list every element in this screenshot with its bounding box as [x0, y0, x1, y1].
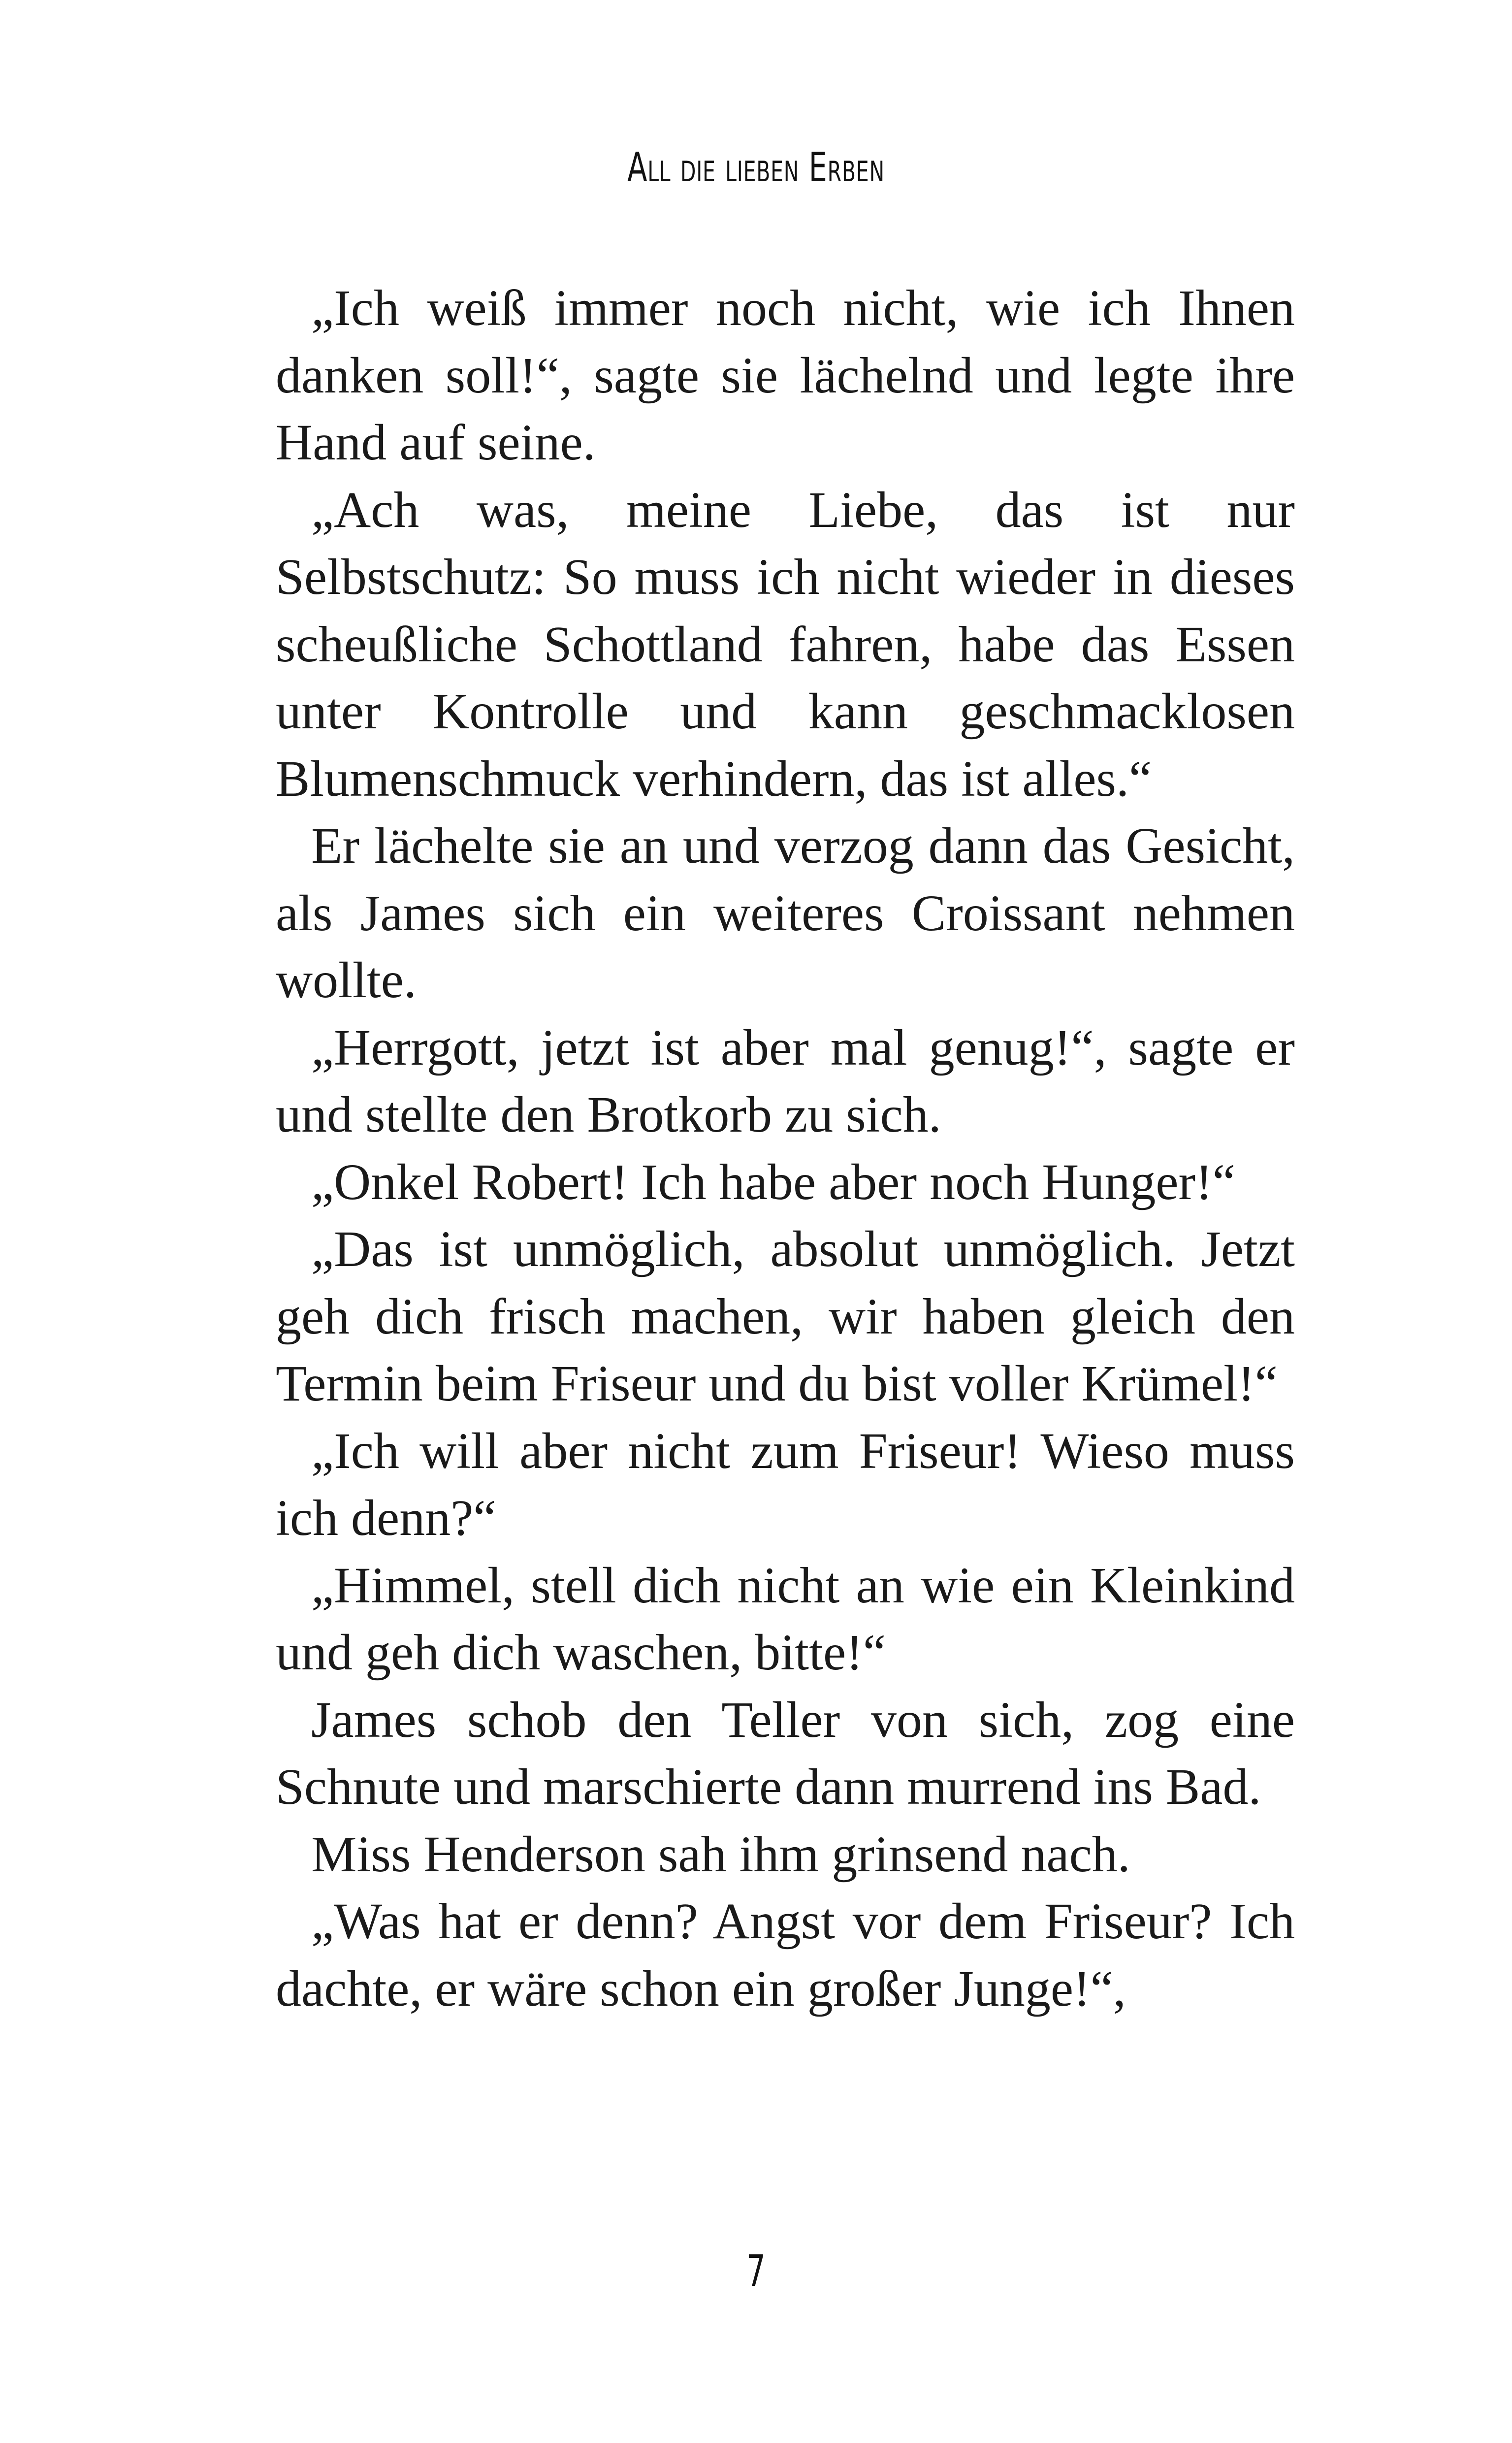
paragraph: Miss Henderson sah ihm grinsend nach.: [311, 1825, 1130, 1883]
paragraph: Er lächelte sie an und verzog dann das Gesicht, als James sich ein weiteres Croissant nehmen wollte.: [276, 817, 1295, 1009]
body-text: [276, 275, 1295, 2022]
paragraph: „Was hat er denn? Angst vor dem Friseur? Ich dachte, er wäre schon ein großer Junge!“,: [276, 1893, 1295, 2017]
paragraph: „Herrgott, jetzt ist aber mal genug!“, sagte er und stellte den Brotkorb zu sich.: [276, 1019, 1295, 1143]
paragraph: „Das ist unmöglich, absolut unmöglich. Jetzt geh dich frisch machen, wir haben gleich den Termin beim Friseur und du bist voller Krümel!“: [276, 1221, 1295, 1412]
paragraph: „Ach was, meine Liebe, das ist nur Selbstschutz: So muss ich nicht wieder in dieses scheußliche Schottland fahren, habe das Essen unter Kontrolle und kann geschmacklosen Blumenschmuck verhindern, das ist alles.“: [276, 481, 1295, 807]
paragraph: „Onkel Robert! Ich habe aber noch Hunger!“: [311, 1153, 1235, 1210]
page-number: 7: [746, 2246, 766, 2296]
paragraph: „Ich will aber nicht zum Friseur! Wieso muss ich denn?“: [276, 1422, 1295, 1546]
paragraph: James schob den Teller von sich, zog eine Schnute und marschierte dann murrend ins Bad.: [276, 1691, 1295, 1815]
paragraph: „Ich weiß immer noch nicht, wie ich Ihnen danken soll!“, sagte sie lächelnd und legte ihre Hand auf seine.: [276, 280, 1295, 471]
running-head: All die lieben Erben: [627, 144, 885, 191]
paragraph: „Himmel, stell dich nicht an wie ein Kleinkind und geh dich waschen, bitte!“: [276, 1557, 1295, 1681]
